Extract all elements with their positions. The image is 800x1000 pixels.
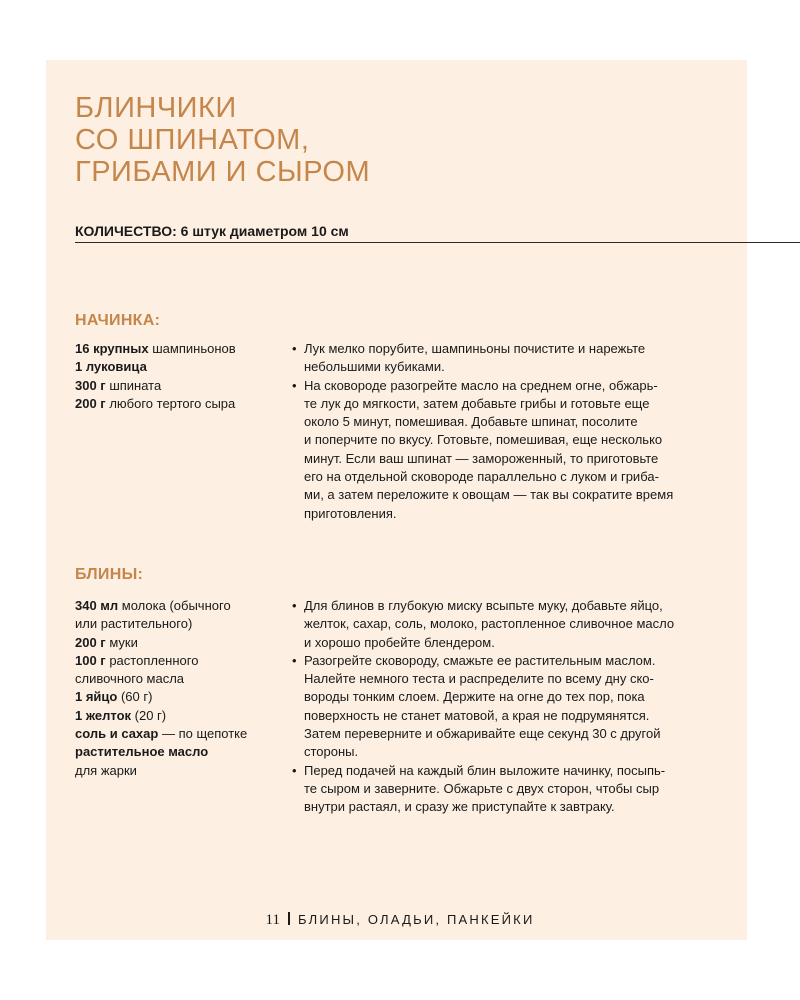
ingredient-amount: 16 крупных	[75, 341, 149, 356]
ingredient-name: — по щепотке	[158, 726, 248, 742]
ingredient-line	[75, 615, 285, 633]
ingredient-amount: 200 г	[75, 395, 106, 411]
footer-divider	[288, 912, 290, 925]
ingredient-line	[75, 377, 285, 395]
ingredient-name: для жарки	[75, 762, 137, 778]
recipe-title	[75, 92, 370, 188]
ingredient-amount: растительное масло	[75, 744, 209, 760]
ingredient-amount: 340 мл	[75, 598, 119, 613]
step-line: около 5 минут, помешивая. Добавьте шпинат, посолите	[304, 414, 638, 430]
ingredient-line	[75, 670, 285, 688]
page-number: 11	[265, 912, 280, 928]
ingredient-line	[75, 725, 285, 743]
ingredient-name: муки	[105, 634, 138, 650]
step-item	[290, 377, 710, 523]
step-line: • Для блинов в глубокую миску всыпьте муку, добавьте яйцо,	[304, 598, 663, 613]
step-line: стороны.	[304, 744, 359, 760]
step-line: внутри растаял, и сразу же приступайте к завтраку.	[304, 799, 615, 815]
title-line: ГРИБАМИ И СЫРОМ	[75, 156, 371, 188]
ingredient-line	[75, 762, 285, 780]
step-line: • Перед подачей на каждый блин выложите начинку, посыпь-	[304, 762, 666, 778]
step-line: и поперчите по вкусу. Готовьте, помешивая, еще несколько	[304, 432, 663, 448]
ingredient-amount: 100 г	[75, 652, 106, 668]
filling-steps-list	[290, 340, 710, 523]
step-item	[290, 597, 710, 652]
filling-heading: НАЧИНКА:	[75, 312, 161, 329]
pancakes-steps-list	[290, 597, 710, 817]
ingredient-amount: 1 луковица	[75, 359, 147, 375]
section-name: БЛИНЫ, ОЛАДЬИ, ПАНКЕЙКИ	[297, 912, 535, 927]
ingredient-name: шпината	[105, 377, 162, 393]
filling-ingredients-list	[75, 340, 285, 413]
step-line: те сыром и заверните. Обжарьте с двух сторон, чтобы сыр	[304, 780, 660, 796]
step-line: те лук до мягкости, затем добавьте грибы и готовьте еще	[304, 395, 650, 411]
ingredient-amount: 1 яйцо	[75, 689, 118, 705]
pancakes-ingredients-list	[75, 597, 285, 780]
page-footer	[0, 912, 800, 929]
step-line: вороды тонким слоем. Держите на огне до тех пор, пока	[304, 689, 645, 705]
step-line: Налейте немного теста и распределите по всему дну ско-	[304, 671, 654, 687]
step-line: поверхность не станет матовой, а края не подрумянятся.	[304, 707, 650, 723]
ingredient-line	[75, 597, 285, 615]
step-line: минут. Если ваш шпинат — замороженный, то приготовьте	[304, 450, 659, 466]
ingredient-name: (60 г)	[117, 689, 153, 705]
step-line: приготовления.	[304, 505, 397, 521]
quantity-divider	[75, 242, 800, 243]
step-line: Затем переверните и обжаривайте еще секунд 30 с другой	[304, 726, 661, 742]
ingredient-line	[75, 395, 285, 413]
step-line: желток, сахар, соль, молоко, растопленное сливочное масло	[304, 616, 675, 632]
title-line: СО ШПИНАТОМ,	[75, 124, 310, 156]
ingredient-name: молока (обычного	[118, 598, 231, 613]
ingredient-amount: 1 желток	[75, 707, 132, 723]
step-item	[290, 340, 710, 377]
step-line: небольшими кубиками.	[304, 359, 445, 375]
step-item	[290, 762, 710, 817]
ingredient-name: любого тертого сыра	[105, 395, 236, 411]
ingredient-name: шампиньонов	[148, 341, 236, 356]
ingredient-line	[75, 652, 285, 670]
ingredient-line	[75, 743, 285, 761]
servings-quantity: КОЛИЧЕСТВО: 6 штук диаметром 10 см	[75, 223, 349, 239]
ingredient-line	[75, 358, 285, 376]
ingredient-line	[75, 707, 285, 725]
step-line: • Лук мелко порубите, шампиньоны почистите и нарежьте	[304, 341, 646, 356]
ingredient-name: (20 г)	[131, 707, 167, 723]
pancakes-heading: БЛИНЫ:	[75, 566, 144, 583]
ingredient-amount: 200 г	[75, 634, 106, 650]
step-line: и хорошо пробейте блендером.	[304, 634, 495, 650]
step-line: ми, а затем переложите к овощам — так вы сократите время	[304, 487, 674, 503]
title-line: БЛИНЧИКИ	[75, 92, 237, 124]
step-item	[290, 652, 710, 762]
ingredient-name: или растительного)	[75, 616, 193, 632]
step-line: • Разогрейте сковороду, смажьте ее растительным маслом.	[304, 652, 656, 668]
step-line: • На сковороде разогрейте масло на среднем огне, обжарь-	[304, 377, 658, 393]
step-line: его на отдельной сковороде параллельно с луком и гриба-	[304, 469, 659, 485]
ingredient-name: растопленного	[105, 652, 199, 668]
ingredient-line	[75, 340, 285, 358]
ingredient-line	[75, 688, 285, 706]
ingredient-line	[75, 634, 285, 652]
ingredient-amount: соль и сахар	[75, 726, 159, 742]
ingredient-amount: 300 г	[75, 377, 106, 393]
ingredient-name: сливочного масла	[75, 671, 185, 687]
